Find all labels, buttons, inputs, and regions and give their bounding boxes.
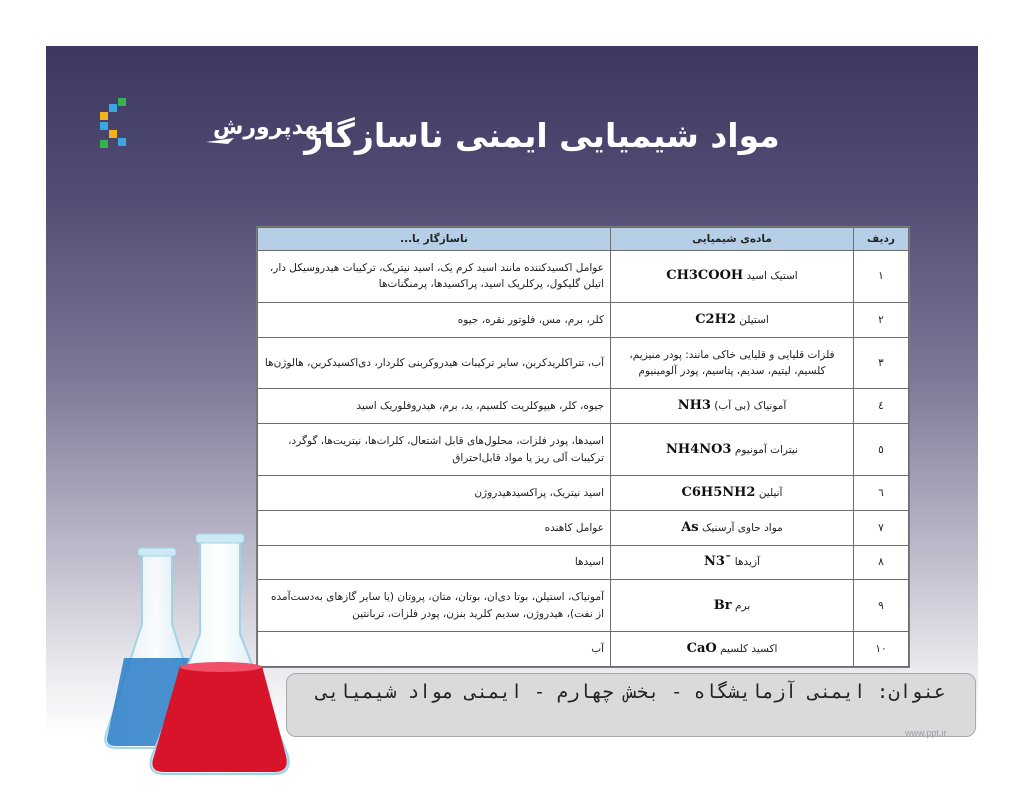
substance-cell	[611, 476, 854, 511]
row-number: ۱۰	[854, 632, 909, 667]
substance-name: استیک اسید	[746, 270, 798, 283]
table-row	[258, 580, 909, 632]
table-row	[258, 389, 909, 424]
page-title: مواد شیمیایی ایمنی ناسازگار	[304, 116, 780, 155]
header-row-no: ردیف	[854, 228, 909, 251]
row-number: ٤	[854, 389, 909, 424]
row-number: ۷	[854, 510, 909, 545]
incompatibility-table	[256, 226, 910, 668]
incompatible-cell: اسید نیتریک، پراکسیدهیدروژن	[258, 476, 611, 511]
row-number: ٥	[854, 424, 909, 476]
incompatible-cell: آمونیاک، استیلن، بوتا دی‌ان، بوتان، متان، پروتان (یا سایر گازهای به‌دست‌آمده از نفت)، هیدروژن، سدیم کلرید بنزن، پودر فلزات، تربانتین	[258, 580, 611, 632]
substance-name: آمونیاک (بی آب)	[714, 400, 787, 413]
substance-formula: N3ˉ	[704, 554, 732, 570]
incompatible-cell: آب	[258, 632, 611, 667]
table-row	[258, 510, 909, 545]
table-row	[258, 251, 909, 303]
substance-cell	[611, 545, 854, 580]
row-number: ۹	[854, 580, 909, 632]
incompatible-cell: آب، تتراکلریدکربن، سایر ترکیبات هیدروکربنی کلردار، دی‌اکسیدکربن، هالوژن‌ها	[258, 337, 611, 389]
substance-formula: NH3	[677, 398, 711, 414]
row-number: ۳	[854, 337, 909, 389]
substance-formula: As	[681, 519, 699, 535]
header-substance: ماده‌ی شیمیایی	[611, 228, 854, 251]
table-row	[258, 337, 909, 389]
table-row	[258, 302, 909, 337]
substance-formula: CH3COOH	[666, 268, 744, 284]
incompatible-cell: جیوه، کلر، هیپوکلریت کلسیم، ید، برم، هیدروفلوریک اسید	[258, 389, 611, 424]
substance-formula: NH4NO3	[666, 441, 732, 457]
row-number: ۲	[854, 302, 909, 337]
incompatible-cell: اسیدها، پودر فلزات، محلول‌های قابل اشتعال، کلرات‌ها، نیتریت‌ها، گوگرد، ترکیبات آلی ریز یا مواد قابل‌احتراق	[258, 424, 611, 476]
substance-name: برم	[734, 599, 751, 612]
incompatible-cell: عوامل کاهنده	[258, 510, 611, 545]
substance-name: آزیدها	[734, 556, 760, 569]
table-row	[258, 476, 909, 511]
watermark: www.ppt.ir	[905, 728, 947, 738]
substance-cell	[611, 389, 854, 424]
slide	[46, 46, 978, 736]
substance-cell	[611, 337, 854, 389]
substance-name: اکسید کلسیم	[720, 643, 778, 656]
substance-cell	[611, 632, 854, 667]
header-incompatible: ناسازگار با...	[258, 228, 611, 251]
substance-formula: Br	[713, 597, 732, 613]
incompatible-cell: کلر، برم، مس، فلوتور نقره، جیوه	[258, 302, 611, 337]
svg-text:مهدپرورش: مهدپرورش	[213, 115, 333, 140]
substance-cell	[611, 251, 854, 303]
substance-name: مواد حاوی آرسنیک	[701, 521, 783, 534]
substance-formula: CaO	[686, 641, 717, 657]
substance-cell	[611, 424, 854, 476]
substance-formula: C2H2	[695, 311, 736, 327]
row-number: ۸	[854, 545, 909, 580]
row-number: ٦	[854, 476, 909, 511]
table-row	[258, 545, 909, 580]
substance-cell	[611, 510, 854, 545]
substance-cell	[611, 302, 854, 337]
substance-name: استیلن	[739, 313, 769, 326]
substance-formula: C6H5NH2	[681, 484, 756, 500]
substance-name: نیترات آمونیوم	[734, 443, 798, 456]
incompatible-cell: اسیدها	[258, 545, 611, 580]
substance-cell	[611, 580, 854, 632]
table-row	[258, 424, 909, 476]
footer-caption: عنوان: ایمنی آزمایشگاه - بخش چهارم - ایمنی مواد شیمیایی	[286, 673, 976, 737]
table-header-row	[258, 228, 909, 251]
row-number: ۱	[854, 251, 909, 303]
incompatible-cell: عوامل اکسیدکننده مانند اسید کرم یک، اسید نیتریک، ترکیبات هیدروسیکل دار، اتیلن گلیکول، پرکلریک اسید، پراکسیدها، پرمنگنات‌ها	[258, 251, 611, 303]
substance-name: آنیلین	[758, 486, 783, 499]
substance-name: فلزات قلیایی و قلیایی خاکی مانند: پودر منیزیم، کلسیم، لیتیم، سدیم، پتاسیم، پودر آلومینیوم	[629, 348, 835, 378]
flasks-illustration	[102, 534, 332, 784]
table-row	[258, 632, 909, 667]
